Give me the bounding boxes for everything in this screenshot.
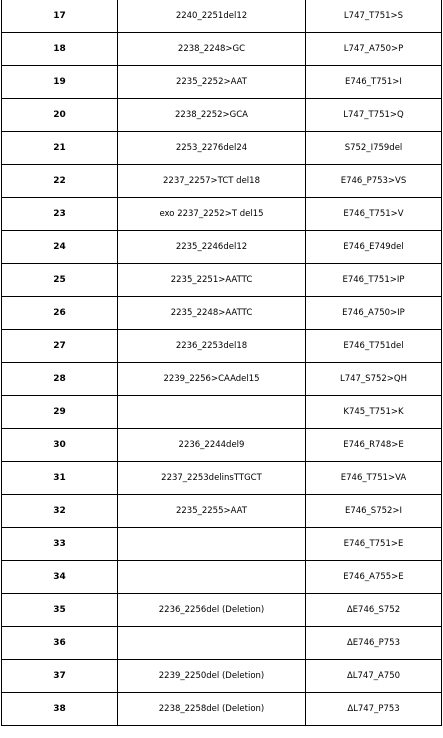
row-number-cell: 35 [2, 594, 118, 627]
nucleotide-change-cell: 2236_2244del9 [118, 429, 306, 462]
protein-change-cell: E746_T751>I [306, 66, 442, 99]
row-number-cell: 18 [2, 33, 118, 66]
nucleotide-change-cell: 2237_2253delinsTTGCT [118, 462, 306, 495]
nucleotide-change-cell: 2235_2255>AAT [118, 495, 306, 528]
table-row [2, 693, 442, 726]
table-row [2, 660, 442, 693]
nucleotide-change-cell [118, 561, 306, 594]
row-number-cell: 30 [2, 429, 118, 462]
protein-change-cell: ΔL747_A750 [306, 660, 442, 693]
row-number-cell: 37 [2, 660, 118, 693]
table-row [2, 396, 442, 429]
table-row [2, 165, 442, 198]
table-row [2, 594, 442, 627]
row-number-cell: 32 [2, 495, 118, 528]
protein-change-cell: L747_T751>S [306, 0, 442, 33]
row-number-cell: 25 [2, 264, 118, 297]
table-row [2, 495, 442, 528]
row-number-cell: 38 [2, 693, 118, 726]
table-row [2, 297, 442, 330]
nucleotide-change-cell: 2239_2256>CAAdel15 [118, 363, 306, 396]
protein-change-cell: E746_S752>I [306, 495, 442, 528]
protein-change-cell: ΔL747_P753 [306, 693, 442, 726]
row-number-cell: 17 [2, 0, 118, 33]
protein-change-cell: E746_T751del [306, 330, 442, 363]
row-number-cell: 27 [2, 330, 118, 363]
protein-change-cell: E746_T751>V [306, 198, 442, 231]
nucleotide-change-cell: 2235_2248>AATTC [118, 297, 306, 330]
nucleotide-change-cell: 2238_2252>GCA [118, 99, 306, 132]
protein-change-cell: E746_T751>E [306, 528, 442, 561]
row-number-cell: 31 [2, 462, 118, 495]
table-row [2, 429, 442, 462]
protein-change-cell: E746_T751>VA [306, 462, 442, 495]
row-number-cell: 20 [2, 99, 118, 132]
protein-change-cell: L747_T751>Q [306, 99, 442, 132]
nucleotide-change-cell: 2235_2252>AAT [118, 66, 306, 99]
row-number-cell: 28 [2, 363, 118, 396]
row-number-cell: 34 [2, 561, 118, 594]
protein-change-cell: E746_R748>E [306, 429, 442, 462]
nucleotide-change-cell: 2236_2256del (Deletion) [118, 594, 306, 627]
protein-change-cell: ΔE746_S752 [306, 594, 442, 627]
table-row [2, 264, 442, 297]
nucleotide-change-cell: 2253_2276del24 [118, 132, 306, 165]
row-number-cell: 23 [2, 198, 118, 231]
protein-change-cell: L747_S752>QH [306, 363, 442, 396]
row-number-cell: 22 [2, 165, 118, 198]
protein-change-cell: E746_P753>VS [306, 165, 442, 198]
mutation-table-body [2, 0, 442, 726]
table-row [2, 363, 442, 396]
protein-change-cell: S752_I759del [306, 132, 442, 165]
nucleotide-change-cell: 2240_2251del12 [118, 0, 306, 33]
nucleotide-change-cell [118, 528, 306, 561]
mutation-table-wrapper [1, 0, 441, 726]
row-number-cell: 36 [2, 627, 118, 660]
nucleotide-change-cell: exo 2237_2252>T del15 [118, 198, 306, 231]
row-number-cell: 21 [2, 132, 118, 165]
nucleotide-change-cell: 2239_2250del (Deletion) [118, 660, 306, 693]
table-row [2, 528, 442, 561]
protein-change-cell: E746_A750>IP [306, 297, 442, 330]
table-row [2, 198, 442, 231]
protein-change-cell: ΔE746_P753 [306, 627, 442, 660]
nucleotide-change-cell: 2236_2253del18 [118, 330, 306, 363]
nucleotide-change-cell: 2235_2246del12 [118, 231, 306, 264]
table-row [2, 132, 442, 165]
nucleotide-change-cell: 2235_2251>AATTC [118, 264, 306, 297]
protein-change-cell: K745_T751>K [306, 396, 442, 429]
nucleotide-change-cell [118, 627, 306, 660]
table-row [2, 66, 442, 99]
table-row [2, 231, 442, 264]
mutation-table [1, 0, 442, 726]
nucleotide-change-cell: 2238_2258del (Deletion) [118, 693, 306, 726]
nucleotide-change-cell: 2237_2257>TCT del18 [118, 165, 306, 198]
protein-change-cell: E746_E749del [306, 231, 442, 264]
table-row [2, 561, 442, 594]
nucleotide-change-cell: 2238_2248>GC [118, 33, 306, 66]
row-number-cell: 29 [2, 396, 118, 429]
protein-change-cell: E746_A755>E [306, 561, 442, 594]
row-number-cell: 24 [2, 231, 118, 264]
protein-change-cell: E746_T751>IP [306, 264, 442, 297]
table-row [2, 0, 442, 33]
protein-change-cell: L747_A750>P [306, 33, 442, 66]
table-row [2, 462, 442, 495]
table-row [2, 99, 442, 132]
nucleotide-change-cell [118, 396, 306, 429]
table-row [2, 330, 442, 363]
row-number-cell: 19 [2, 66, 118, 99]
table-row [2, 627, 442, 660]
row-number-cell: 26 [2, 297, 118, 330]
table-row [2, 33, 442, 66]
row-number-cell: 33 [2, 528, 118, 561]
